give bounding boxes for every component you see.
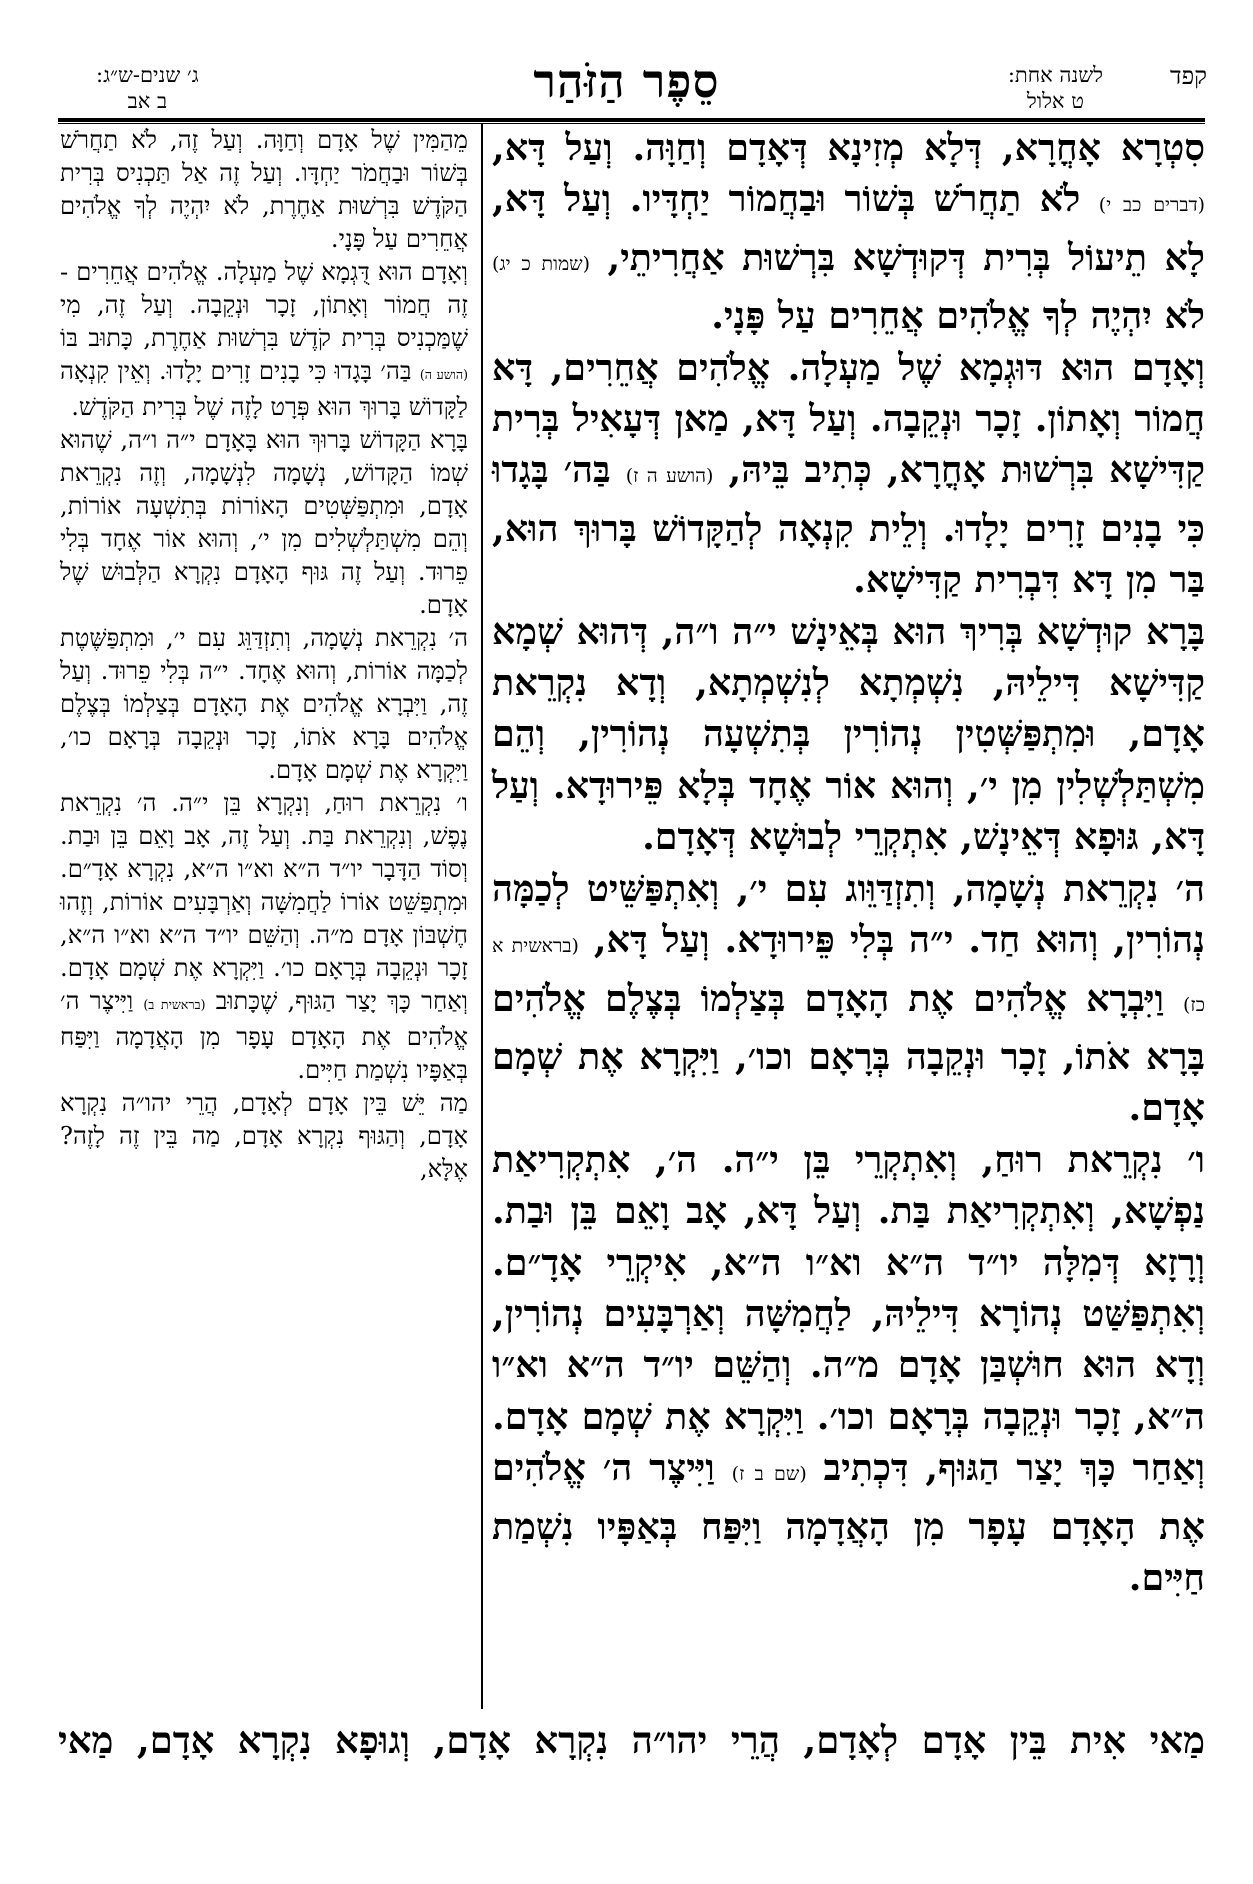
paragraph [492,863,1205,1134]
paragraph [492,342,1205,606]
paragraph [60,787,468,1087]
schedule-one-year-date: ט אלול [1026,89,1084,113]
reading-schedule-right [1008,62,1103,114]
verse-citation: (הושע ה ז) [625,465,714,488]
paragraph [60,622,468,787]
text-run: וַיִּיצֶר ה׳ אֱלֹהִים אֶת הָאָדָם עָפָר מִן הָאֲדָמָה וַיִּפַּח בְּאַפָּיו נִשְׁמַת חַיִּים. [492,1446,1205,1599]
verse-citation: (בראשית א כז) [492,935,1205,1016]
paragraph [492,122,1205,342]
text-run: בַּה׳ בָּגָדוּ כִּי בָנִים זָרִים יָלָדוּ. וְלֵית קִנְאָה לְהַקָּדוֹשׁ בָּרוּךְ הוּא, בַּר מִן דָּא דִּבְרִית קַדִּישָׁא. [492,448,1205,602]
schedule-three-years: ג׳ שנים-ש״ג: [96,63,199,87]
text-run: וְאָדָם הוּא דֻּגְמָא שֶׁל מַעְלָה. אֱלֹהִים אֲחֵרִים - זֶה חֲמוֹר וְאָתוֹן, זָכָר וּנְקֵבָה. וְעַל זֶה, מִי שֶׁמַּכְנִיס בְּרִית קֹדֶשׁ בִּרְשׁוּת אַחֶרֶת, כָּתוּב בּוֹ [60,258,468,352]
text-run: ה׳ נִקְרֵאת נְשָׁמָה, וְתִזְדַּוֵּוג עִם י׳, וְאִתְפַּשֵּׁיט לְכַמָּה נְהוֹרִין, וְהוּא חַד. י״ה בְּלִי פֵּירוּדָא. וְעַל דָּא, [492,866,1205,962]
text-run: מַה יֵּשׁ בֵּין אָדָם לְאָדָם, הֲרֵי יהו״ה נִקְרָא אָדָם, וְהַגּוּף נִקְרָא אָדָם, מַה בֵּין זֶה לָזֶה? אֶלָּא, [60,1089,468,1183]
text-run: בָּרָא קוּדְשָׁא בְּרִיךְ הוּא בְּאֵינָשׁ י״ה ו״ה, דְּהוּא שְׁמָא קַדִּישָׁא דִּילֵיהּ, נִשְׁמְתָא לְנִשְׁמְתָא, וְדָא נִקְרֵאת אָדָם, וּמִתְפַּשְּׁטִין נְהוֹרִין בְּתִשְׁעָה נְהוֹרִין, וְהֵם מִשְׁתַּלְשְׁלִין מִן י׳, וְהוּא אוֹר אֶחָד בְּלָא פֵּירוּדָא. וְעַל דָּא, גּוּפָא דְּאֵינָשׁ, אִתְקְרֵי לְבוּשָׁא דְּאָדָם. [492,609,1205,859]
verse-citation: (הושע ה) [419,367,468,382]
paragraph [492,606,1205,863]
text-run: וַיִּיצֶר ה׳ אֱלֹהִים אֶת הָאָדָם עָפָר מִן הָאֲדָמָה וַיִּפַּח בְּאַפָּיו נִשְׁמַת חַיִּים. [60,987,468,1084]
text-run: ה׳ נִקְרֵאת נְשָׁמָה, וְתִזְדַּוֵּג עִם י׳, וּמִתְפַּשֶּׁטֶת לְכַמָּה אוֹרוֹת, וְהוּא אֶחָד. י״ה בְּלִי פֵרוּד. וְעַל זֶה, וַיִּבְרָא אֱלֹהִים אֶת הָאָדָם בְּצַלְמוֹ בְּצֶלֶם אֱלֹהִים בָּרָא אֹתוֹ, זָכָר וּנְקֵבָה בְּרָאָם כו׳, וַיִּקְרָא אֶת שְׁמָם אָדָם. [60,624,468,784]
paragraph [60,256,468,424]
paragraph [60,1087,468,1186]
text-run: בַּה׳ בָּגָדוּ כִּי בָנִים זָרִים יָלָדוּ. וְאֵין קִנְאָה לַקָּדוֹשׁ בָּרוּךְ הוּא פְּרָט לָזֶה שֶׁל בְּרִית הַקֹּדֶשׁ. [60,357,468,421]
page-title: סֵפֶר הַזֹּהַר [533,54,720,108]
column-divider [481,124,483,1709]
verse-citation: (דברים כב י) [1098,194,1205,217]
text-run: מֵהַמִּין שֶׁל אָדָם וְחַוָּה. וְעַל זֶה, לֹא תַחֲרֹשׁ בְּשׁוֹר וּבַחֲמֹר יַחְדָּו. וְעַל זֶה אַל תַּכְנִיס בְּרִית הַקֹּדֶשׁ בִּרְשׁוּת אַחֶרֶת, לֹא יִהְיֶה לְךָ אֱלֹהִים אֲחֵרִים עַל פָּנָי. [60,126,468,253]
schedule-three-years-date: ב אב [127,89,168,113]
text-run: וְאָדָם הוּא דּוּגְמָא שֶׁל מַעְלָה. אֱלֹהִים אֲחֵרִים, דָּא חֲמוֹר וְאָתוֹן. זָכָר וּנְקֵבָה. וְעַל דָּא, מַאן דְּעָאִיל בְּרִית קַדִּישָׁא בִּרְשׁוּת אָחֳרָא, כְּתִיב בֵּיהּ, [492,345,1206,492]
paragraph [60,424,468,622]
text-run: ו׳ נִקְרֵאת רוּחַ, וְנִקְרָא בֵּן י״ה. ה׳ נִקְרֵאת נֶפֶשׁ, וְנִקְרֵאת בַּת. וְעַל זֶה, אָב וָאֵם בֵּן וּבַת. וְסוֹד הַדָּבָר יו״ד ה״א וא״ו ה״א, נִקְרָא אָדָ״ם. וּמִתְפַּשֵּׁט אוֹרוֹ לַחֲמִשָּׁה וְאַרְבָּעִים אוֹרוֹת, וְזֶהוּ חֶשְׁבּוֹן אָדָם מ״ה. וְהַשֵּׁם יו״ד ה״א וא״ו ה״א, זָכָר וּנְקֵבָה בְּרָאָם כו׳. וַיִּקְרָא אֶת שְׁמָם אָדָם. וְאַחַר כָּךְ יָצַר הַגּוּף, שֶׁכָּתוּב [60,789,468,1015]
verse-citation: (שם ב ז) [731,1463,807,1486]
paragraph [60,124,468,256]
reading-schedule-left [96,62,199,114]
paragraph [492,1134,1205,1604]
schedule-one-year: לשנה אחת: [1007,63,1103,87]
bottom-continuation-line: מַאי אִית בֵּין אָדָם לְאָדָם, הֲרֵי יהו״ה נִקְרָא אָדָם, וְגוּפָא נִקְרָא אָדָם, מַאי [58,1718,1205,1762]
text-run: לֹא יִהְיֶה לְךָ אֱלֹהִים אֲחֵרִים עַל פָּנָי. [711,294,1205,338]
text-run: בָּרָא הַקָּדוֹשׁ בָּרוּךְ הוּא בָּאָדָם י״ה ו״ה, שֶׁהוּא שְׁמוֹ הַקָּדוֹשׁ, נְשָׁמָה לִנְשָׁמָה, וְזֶה נִקְרֵאת אָדָם, וּמִתְפַּשְּׁטִים הָאוֹרוֹת בְּתִשְׁעָה אוֹרוֹת, וְהֵם מִשְׁתַּלְשְׁלִים מִן י׳, וְהוּא אוֹר אֶחָד בְּלִי פֵרוּד. וְעַל זֶה גּוּף הָאָדָם נִקְרָא הַלְּבוּשׁ שֶׁל אָדָם. [60,426,468,619]
text-run: ו׳ נִקְרֵאת רוּחַ, וְאִתְקְרֵי בֵּן י״ה. ה׳, אִתְקְרִיאַת נַפְשָׁא, וְאִתְקְרִיאַת בַּת. וְעַל דָּא, אָב וָאֵם בֵּן וּבַת. וְרָזָא דְּמִלָּה יו״ד ה״א וא״ו ה״א, אִיקְרֵי אָדָ״ם. וְאִתְפַּשַּׁט נְהוֹרָא דִּילֵיהּ, לַחֲמִשָּׁה וְאַרְבָּעִים נְהוֹרִין, וְדָא הוּא חוּשְׁבַּן אָדָם מ״ה. וְהַשֵּׁם יו״ד ה״א וא״ו ה״א, זָכָר וּנְקֵבָה בְּרָאָם וכו׳. וַיִּקְרָא אֶת שְׁמָם אָדָם. וְאַחַר כָּךְ יָצַר הַגּוּף, דִּכְתִיב [492,1137,1205,1490]
verse-citation: (בראשית ב) [143,997,206,1012]
text-run: וַיִּבְרָא אֱלֹהִים אֶת הָאָדָם בְּצַלְמוֹ בְּצֶלֶם אֱלֹהִים בָּרָא אֹתוֹ, זָכָר וּנְקֵבָה בְּרָאָם וכו׳, וַיִּקְרָא אֶת שְׁמָם אָדָם. [492,976,1205,1130]
verse-citation: (שמות כ יג) [492,252,591,275]
main-aramaic-column [492,122,1205,1603]
page-number: קפד [1170,62,1207,90]
hebrew-translation-column [60,124,468,1186]
text-run: סִטְרָא אָחֳרָא, דְּלָא מְזִינָא דְּאָדָם וְחַוָּה. וְעַל דָּא, [492,126,1205,169]
text-run: לֹא תַחֲרֹשׁ בְּשׁוֹר וּבַחֲמוֹר יַחְדָּיו. וְעַל דָּא, לָא תֵיעוֹל בְּרִית דְּקוּדְשָׁא בִּרְשׁוּת אַחֲרִיתֵי, [492,177,1205,279]
